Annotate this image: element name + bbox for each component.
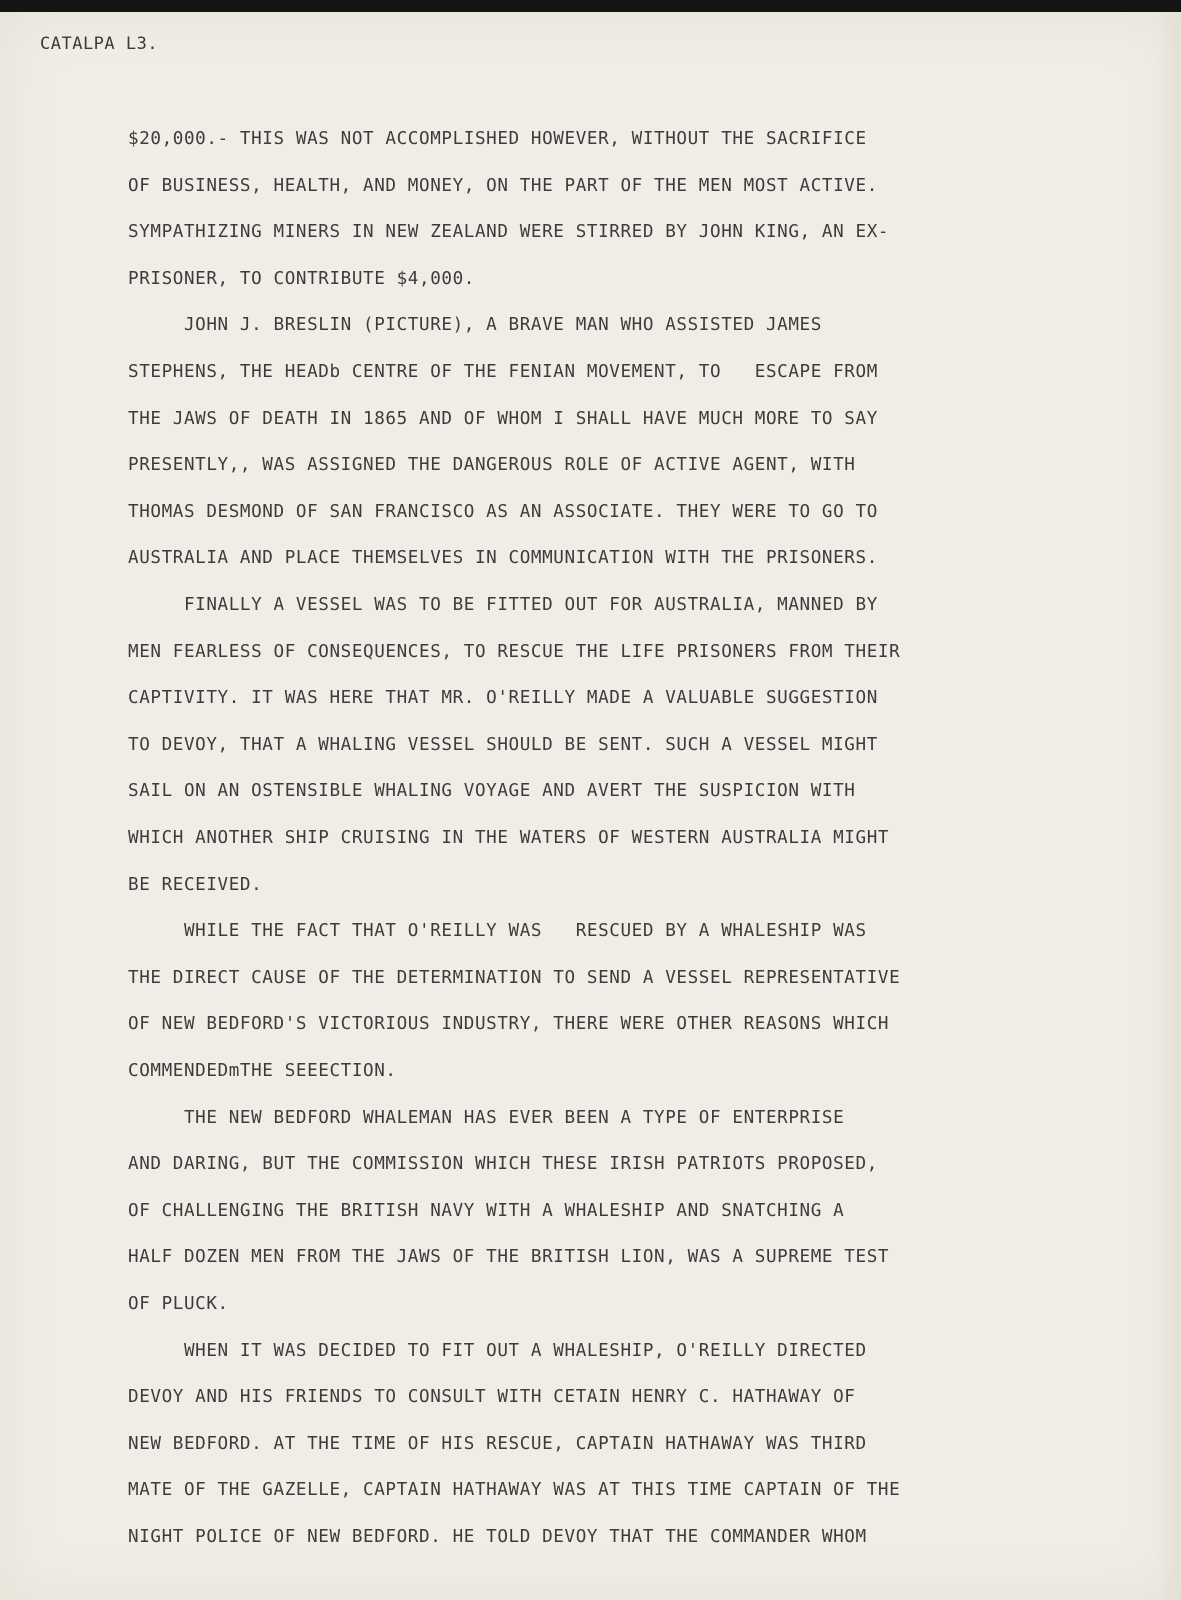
typed-page	[0, 12, 1181, 1600]
text-line: BE RECEIVED.	[128, 874, 263, 895]
text-line: TO DEVOY, THAT A WHALING VESSEL SHOULD BE SENT. SUCH A VESSEL MIGHT	[128, 734, 878, 755]
text-line: THE JAWS OF DEATH IN 1865 AND OF WHOM I SHALL HAVE MUCH MORE TO SAY	[128, 408, 878, 429]
text-line: CAPTIVITY. IT WAS HERE THAT MR. O'REILLY MADE A VALUABLE SUGGESTION	[128, 688, 878, 709]
text-line: HALF DOZEN MEN FROM THE JAWS OF THE BRITISH LION, WAS A SUPREME TEST	[128, 1247, 890, 1268]
text-line: COMMENDEDmTHE SEEECTION.	[128, 1061, 397, 1081]
text-line: OF NEW BEDFORD'S VICTORIOUS INDUSTRY, THERE WERE OTHER REASONS WHICH	[128, 1014, 890, 1035]
text-line: MEN FEARLESS OF CONSEQUENCES, TO RESCUE THE LIFE PRISONERS FROM THEIR	[128, 641, 901, 662]
text-line: $20,000.- THIS WAS NOT ACCOMPLISHED HOWEVER, WITHOUT THE SACRIFICE	[128, 129, 867, 149]
text-line: WHILE THE FACT THAT O'REILLY WAS RESCUED BY A WHALESHIP WAS	[128, 921, 867, 942]
text-line: OF CHALLENGING THE BRITISH NAVY WITH A WHALESHIP AND SNATCHING A	[128, 1200, 845, 1221]
text-line: OF PLUCK.	[128, 1294, 229, 1314]
text-line: THOMAS DESMOND OF SAN FRANCISCO AS AN ASSOCIATE. THEY WERE TO GO TO	[128, 501, 878, 522]
scan-top-border	[0, 0, 1181, 12]
text-line: SAIL ON AN OSTENSIBLE WHALING VOYAGE AND AVERT THE SUSPICION WITH	[128, 781, 856, 802]
text-line: WHICH ANOTHER SHIP CRUISING IN THE WATERS OF WESTERN AUSTRALIA MIGHT	[128, 828, 890, 848]
text-line: STEPHENS, THE HEADb CENTRE OF THE FENIAN MOVEMENT, TO ESCAPE FROM	[128, 362, 878, 382]
text-line: NEW BEDFORD. AT THE TIME OF HIS RESCUE, CAPTAIN HATHAWAY WAS THIRD	[128, 1433, 867, 1454]
text-line: JOHN J. BRESLIN (PICTURE), A BRAVE MAN WHO ASSISTED JAMES	[128, 315, 822, 336]
text-line: PRESENTLY,, WAS ASSIGNED THE DANGEROUS ROLE OF ACTIVE AGENT, WITH	[128, 455, 856, 476]
text-line: THE NEW BEDFORD WHALEMAN HAS EVER BEEN A TYPE OF ENTERPRISE	[128, 1107, 845, 1128]
text-line: MATE OF THE GAZELLE, CAPTAIN HATHAWAY WAS AT THIS TIME CAPTAIN OF THE	[128, 1480, 901, 1501]
text-line: DEVOY AND HIS FRIENDS TO CONSULT WITH CETAIN HENRY C. HATHAWAY OF	[128, 1387, 856, 1408]
text-line: FINALLY A VESSEL WAS TO BE FITTED OUT FOR AUSTRALIA, MANNED BY	[128, 595, 878, 615]
text-line: SYMPATHIZING MINERS IN NEW ZEALAND WERE STIRRED BY JOHN KING, AN EX-	[128, 222, 890, 243]
text-line: THE DIRECT CAUSE OF THE DETERMINATION TO SEND A VESSEL REPRESENTATIVE	[128, 967, 901, 988]
text-line: PRISONER, TO CONTRIBUTE $4,000.	[128, 268, 475, 289]
text-line: AND DARING, BUT THE COMMISSION WHICH THESE IRISH PATRIOTS PROPOSED,	[128, 1154, 878, 1175]
text-line: OF BUSINESS, HEALTH, AND MONEY, ON THE PART OF THE MEN MOST ACTIVE.	[128, 175, 878, 196]
page-edge-shade	[1157, 12, 1181, 1600]
text-line: AUSTRALIA AND PLACE THEMSELVES IN COMMUNICATION WITH THE PRISONERS.	[128, 548, 878, 569]
text-line: WHEN IT WAS DECIDED TO FIT OUT A WHALESHIP, O'REILLY DIRECTED	[128, 1340, 867, 1361]
page-header: CATALPA L3.	[40, 34, 159, 54]
text-line: NIGHT POLICE OF NEW BEDFORD. HE TOLD DEVOY THAT THE COMMANDER WHOM	[128, 1527, 867, 1547]
